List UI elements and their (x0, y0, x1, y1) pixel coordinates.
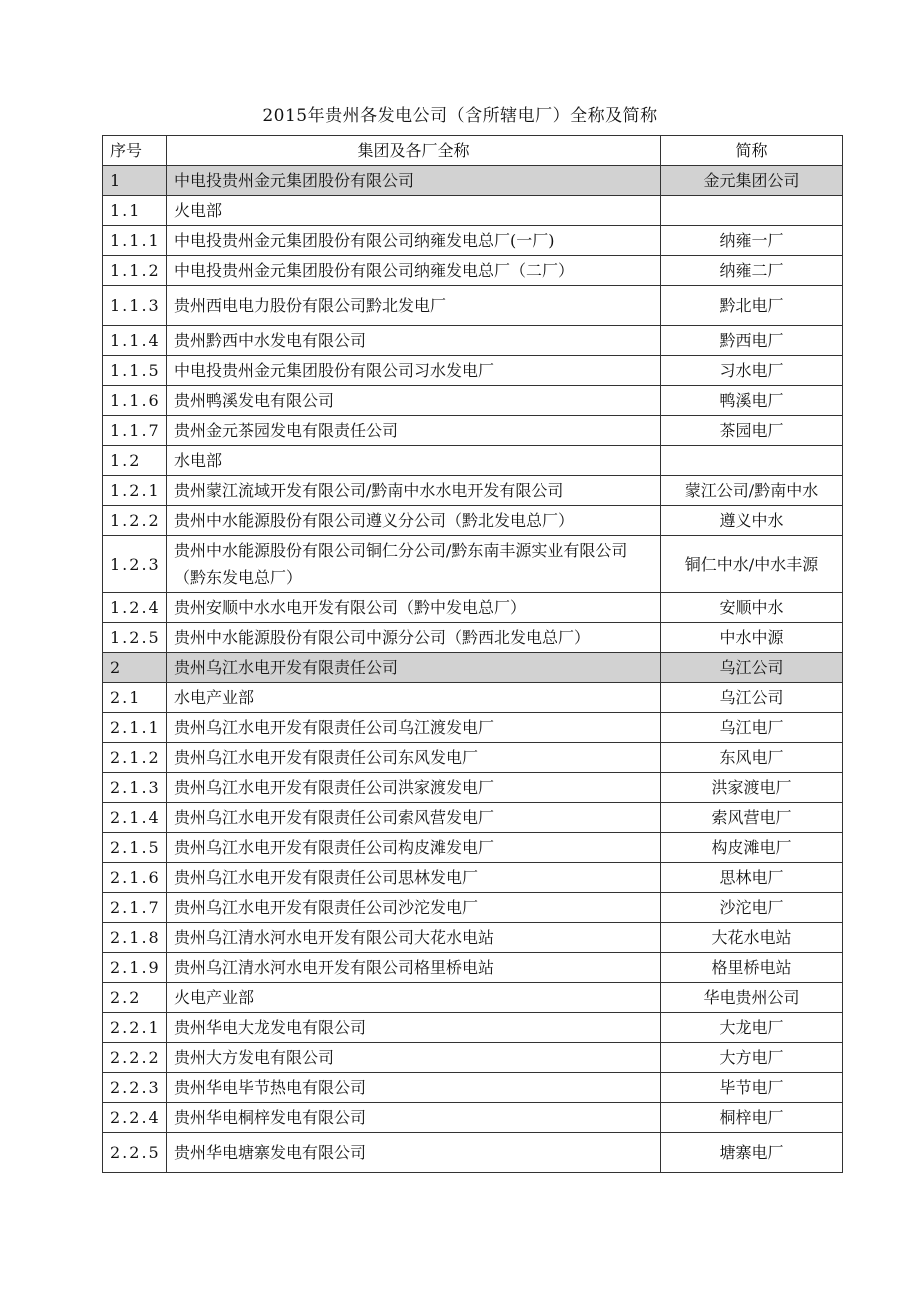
cell-abbreviation: 乌江公司 (661, 653, 843, 683)
cell-abbreviation: 桐梓电厂 (661, 1103, 843, 1133)
cell-serial: 2.2.1 (103, 1013, 167, 1043)
cell-abbreviation: 黔西电厂 (661, 326, 843, 356)
cell-full-name: 贵州华电桐梓发电有限公司 (167, 1103, 661, 1133)
cell-full-name: 贵州乌江水电开发有限责任公司索风营发电厂 (167, 803, 661, 833)
cell-full-name: 贵州安顺中水水电开发有限公司（黔中发电总厂） (167, 593, 661, 623)
cell-full-name: 贵州华电大龙发电有限公司 (167, 1013, 661, 1043)
cell-serial: 2.2.4 (103, 1103, 167, 1133)
table-row (103, 1133, 843, 1173)
cell-serial: 2.2 (103, 983, 167, 1013)
cell-full-name: 贵州乌江水电开发有限责任公司乌江渡发电厂 (167, 713, 661, 743)
cell-full-name: 贵州乌江水电开发有限责任公司 (167, 653, 661, 683)
document-title: 2015年贵州各发电公司（含所辖电厂）全称及简称 (262, 106, 658, 126)
table-group-row (103, 653, 843, 683)
cell-abbreviation: 纳雍一厂 (661, 226, 843, 256)
cell-serial: 1.1.2 (103, 256, 167, 286)
cell-full-name: 贵州金元茶园发电有限责任公司 (167, 416, 661, 446)
cell-abbreviation: 毕节电厂 (661, 1073, 843, 1103)
table-row (103, 326, 843, 356)
cell-full-name: 贵州乌江水电开发有限责任公司东风发电厂 (167, 743, 661, 773)
table-row (103, 893, 843, 923)
cell-abbreviation: 遵义中水 (661, 506, 843, 536)
cell-abbreviation: 构皮滩电厂 (661, 833, 843, 863)
cell-serial: 1.2.3 (103, 536, 167, 593)
table-row (103, 256, 843, 286)
table-row (103, 1043, 843, 1073)
cell-abbreviation: 纳雍二厂 (661, 256, 843, 286)
cell-serial: 2.1.5 (103, 833, 167, 863)
power-company-table (102, 135, 843, 1173)
table-row (103, 1103, 843, 1133)
table-row (103, 226, 843, 256)
table-row (103, 953, 843, 983)
cell-abbreviation: 塘寨电厂 (661, 1133, 843, 1173)
table-row (103, 833, 843, 863)
cell-serial: 1.2.2 (103, 506, 167, 536)
table-row (103, 863, 843, 893)
cell-serial: 1.2.4 (103, 593, 167, 623)
cell-full-name: 中电投贵州金元集团股份有限公司 (167, 166, 661, 196)
table-row (103, 593, 843, 623)
header-abbreviation: 简称 (661, 136, 843, 166)
cell-full-name: 贵州蒙江流域开发有限公司/黔南中水水电开发有限公司 (167, 476, 661, 506)
table-row (103, 446, 843, 476)
cell-full-name: 贵州乌江清水河水电开发有限公司格里桥电站 (167, 953, 661, 983)
cell-abbreviation: 金元集团公司 (661, 166, 843, 196)
cell-full-name: 贵州乌江水电开发有限责任公司沙沱发电厂 (167, 893, 661, 923)
table-row (103, 983, 843, 1013)
table-row (103, 713, 843, 743)
cell-serial: 1.1.3 (103, 286, 167, 326)
table-row (103, 623, 843, 653)
cell-serial: 2.1.8 (103, 923, 167, 953)
cell-abbreviation: 大龙电厂 (661, 1013, 843, 1043)
cell-abbreviation: 蒙江公司/黔南中水 (661, 476, 843, 506)
cell-full-name: 中电投贵州金元集团股份有限公司纳雍发电总厂(一厂) (167, 226, 661, 256)
cell-serial: 2.1.7 (103, 893, 167, 923)
cell-full-name: 贵州鸭溪发电有限公司 (167, 386, 661, 416)
cell-abbreviation: 乌江公司 (661, 683, 843, 713)
cell-full-name: 火电部 (167, 196, 661, 226)
cell-full-name: 贵州乌江水电开发有限责任公司思林发电厂 (167, 863, 661, 893)
cell-abbreviation: 大花水电站 (661, 923, 843, 953)
cell-abbreviation: 沙沱电厂 (661, 893, 843, 923)
cell-serial: 1 (103, 166, 167, 196)
cell-full-name: 贵州华电毕节热电有限公司 (167, 1073, 661, 1103)
table-group-row (103, 166, 843, 196)
table-row (103, 286, 843, 326)
cell-full-name: 贵州乌江水电开发有限责任公司构皮滩发电厂 (167, 833, 661, 863)
table-row (103, 773, 843, 803)
table-row (103, 416, 843, 446)
table-row (103, 683, 843, 713)
cell-serial: 1.1.4 (103, 326, 167, 356)
cell-full-name: 贵州中水能源股份有限公司铜仁分公司/黔东南丰源实业有限公司（黔东发电总厂） (167, 536, 661, 593)
table-row (103, 803, 843, 833)
cell-serial: 2.1.1 (103, 713, 167, 743)
table-row (103, 923, 843, 953)
header-serial: 序号 (103, 136, 167, 166)
cell-full-name: 贵州华电塘寨发电有限公司 (167, 1133, 661, 1173)
cell-abbreviation: 习水电厂 (661, 356, 843, 386)
table-header-row (103, 136, 843, 166)
cell-full-name: 贵州中水能源股份有限公司遵义分公司（黔北发电总厂） (167, 506, 661, 536)
cell-serial: 1.1.7 (103, 416, 167, 446)
cell-abbreviation: 乌江电厂 (661, 713, 843, 743)
table-row (103, 506, 843, 536)
cell-serial: 1.2.5 (103, 623, 167, 653)
cell-serial: 2.2.3 (103, 1073, 167, 1103)
cell-full-name: 中电投贵州金元集团股份有限公司纳雍发电总厂（二厂） (167, 256, 661, 286)
table-row (103, 1073, 843, 1103)
cell-abbreviation: 茶园电厂 (661, 416, 843, 446)
cell-full-name: 水电部 (167, 446, 661, 476)
cell-abbreviation: 黔北电厂 (661, 286, 843, 326)
cell-abbreviation: 鸭溪电厂 (661, 386, 843, 416)
cell-abbreviation: 华电贵州公司 (661, 983, 843, 1013)
header-full-name: 集团及各厂全称 (167, 136, 661, 166)
cell-serial: 2.1.2 (103, 743, 167, 773)
cell-full-name: 贵州西电电力股份有限公司黔北发电厂 (167, 286, 661, 326)
cell-serial: 2 (103, 653, 167, 683)
cell-serial: 1.2.1 (103, 476, 167, 506)
cell-abbreviation (661, 446, 843, 476)
cell-abbreviation (661, 196, 843, 226)
cell-serial: 2.2.5 (103, 1133, 167, 1173)
cell-serial: 1.1.6 (103, 386, 167, 416)
cell-serial: 2.1 (103, 683, 167, 713)
table-row (103, 356, 843, 386)
cell-serial: 2.2.2 (103, 1043, 167, 1073)
table-row (103, 196, 843, 226)
cell-full-name: 中电投贵州金元集团股份有限公司习水发电厂 (167, 356, 661, 386)
cell-serial: 2.1.4 (103, 803, 167, 833)
table-row (103, 386, 843, 416)
cell-full-name: 贵州中水能源股份有限公司中源分公司（黔西北发电总厂） (167, 623, 661, 653)
cell-full-name: 水电产业部 (167, 683, 661, 713)
cell-full-name: 火电产业部 (167, 983, 661, 1013)
cell-full-name: 贵州乌江水电开发有限责任公司洪家渡发电厂 (167, 773, 661, 803)
cell-abbreviation: 东风电厂 (661, 743, 843, 773)
cell-serial: 2.1.9 (103, 953, 167, 983)
cell-abbreviation: 铜仁中水/中水丰源 (661, 536, 843, 593)
cell-full-name: 贵州乌江清水河水电开发有限公司大花水电站 (167, 923, 661, 953)
cell-serial: 1.1 (103, 196, 167, 226)
cell-abbreviation: 大方电厂 (661, 1043, 843, 1073)
cell-serial: 1.2 (103, 446, 167, 476)
table-row (103, 743, 843, 773)
cell-serial: 1.1.1 (103, 226, 167, 256)
table-body (103, 136, 843, 1173)
cell-serial: 1.1.5 (103, 356, 167, 386)
cell-abbreviation: 格里桥电站 (661, 953, 843, 983)
cell-full-name: 贵州大方发电有限公司 (167, 1043, 661, 1073)
cell-abbreviation: 思林电厂 (661, 863, 843, 893)
cell-abbreviation: 安顺中水 (661, 593, 843, 623)
cell-abbreviation: 索风营电厂 (661, 803, 843, 833)
table-row (103, 536, 843, 593)
cell-serial: 2.1.6 (103, 863, 167, 893)
table-row (103, 1013, 843, 1043)
cell-full-name: 贵州黔西中水发电有限公司 (167, 326, 661, 356)
table-row (103, 476, 843, 506)
cell-serial: 2.1.3 (103, 773, 167, 803)
cell-abbreviation: 中水中源 (661, 623, 843, 653)
cell-abbreviation: 洪家渡电厂 (661, 773, 843, 803)
